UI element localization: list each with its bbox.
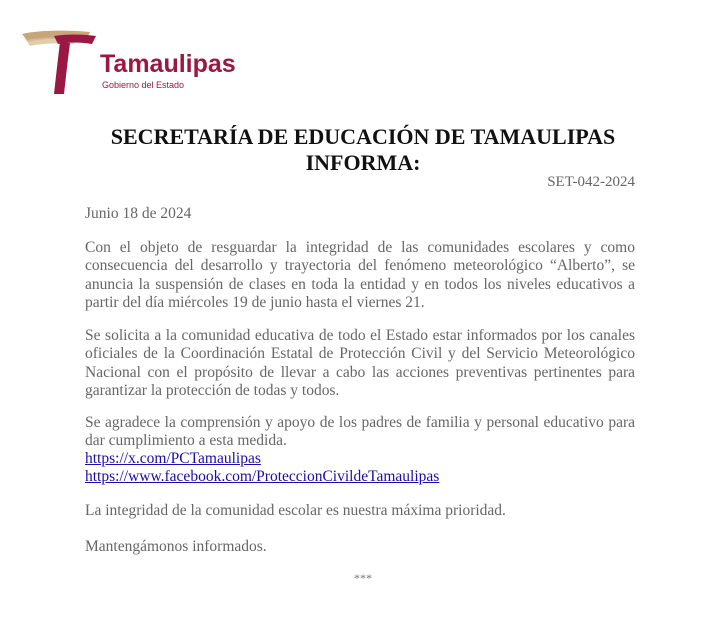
paragraph-stay-informed: Mantengámonos informados. (85, 538, 267, 555)
paragraph-official-channels: Se solicita a la comunidad educativa de todo el Estado estar informados por los canales oficiales de la Coordinación Estatal de Protección Civil y del Servicio Meteorológico Nacional con el propósito de llevar a cabo las acciones preventivas pertinentes para garantizar la protección de todas y todos. (85, 327, 635, 399)
link-facebook-proteccion-civil[interactable]: https://www.facebook.com/ProteccionCivildeTamaulipas (85, 468, 440, 486)
tamaulipas-logo (20, 28, 240, 98)
reference-number: SET-042-2024 (547, 174, 635, 190)
paragraph-suspension: Con el objeto de resguardar la integridad de las comunidades escolares y como consecuencia del desarrollo y trayectoria del fenómeno meteorológico “Alberto”, se anuncia la suspensión de clases en toda la entidad y en todos los niveles educativos a partir del día miércoles 19 de junio hasta el viernes 21. (85, 239, 635, 311)
logo-subtitle: Gobierno del Estado (102, 80, 185, 90)
title-line-2: INFORMA: (305, 150, 421, 175)
link-x-pctamaulipas[interactable]: https://x.com/PCTamaulipas (85, 450, 261, 467)
logo-name: Tamaulipas (100, 50, 236, 78)
links-list (85, 450, 439, 487)
title-line-1: SECRETARÍA DE EDUCACIÓN DE TAMAULIPAS (110, 124, 616, 149)
tamaulipas-emblem-icon (20, 28, 100, 98)
paragraph-thanks: Se agradece la comprensión y apoyo de los padres de familia y personal educativo para dar cumplimiento a esta medida. (85, 414, 635, 450)
closing-mark: *** (354, 571, 372, 585)
document-date: Junio 18 de 2024 (85, 205, 192, 222)
paragraph-priority: La integridad de la comunidad escolar es nuestra máxima prioridad. (85, 502, 506, 519)
document-title (0, 124, 726, 176)
